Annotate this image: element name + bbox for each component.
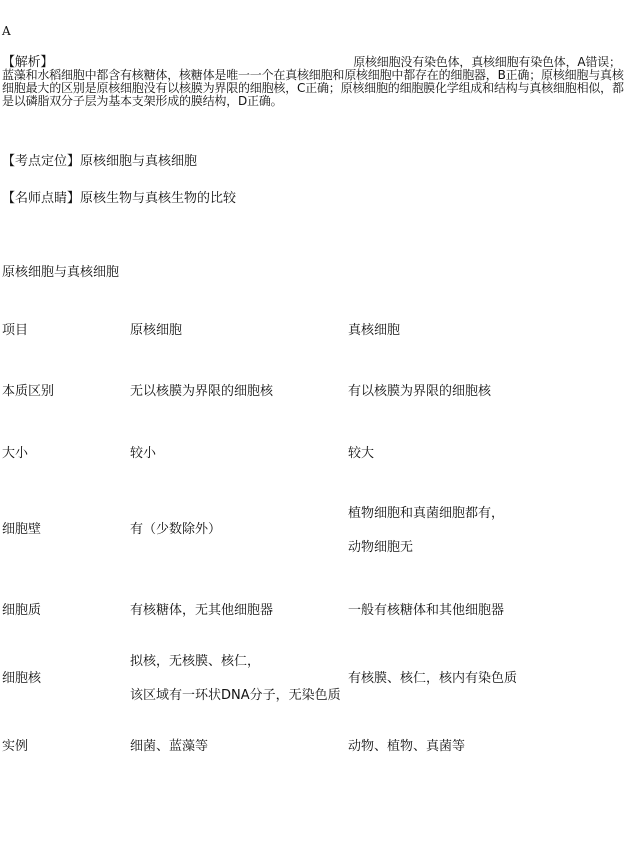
- kaodian-tag: 【考点定位】: [2, 154, 81, 169]
- row-item: 细胞壁: [2, 522, 42, 537]
- row-eukaryote: 较大: [348, 446, 375, 461]
- row-eukaryote: 动物、植物、真菌等: [348, 739, 466, 754]
- mingshi-line: [2, 187, 236, 206]
- row-item: 细胞核: [2, 671, 42, 686]
- row-prokaryote: 有（少数除外）: [130, 522, 222, 537]
- mingshi-text: 原核生物与真核生物的比较: [80, 191, 237, 206]
- row-item: 本质区别: [2, 384, 55, 399]
- row-item: 实例: [2, 739, 29, 754]
- kaodian-text: 原核细胞与真核细胞: [80, 154, 198, 169]
- analysis-text: 原核细胞没有染色体，真核细胞有染色体，A错误；蓝藻和水稻细胞中都含有核糖体，核糖体是唯一一个在真核细胞和原核细胞中都存在的细胞器，B正确；原核细胞与真核细胞最大的区别是原核细胞没有以核膜为界限的细胞核，C正确；原核细胞的细胞膜化学组成和结构与真核细胞相似，都是以磷脂双分子层为基本支架形成的膜结构，D正确。: [2, 55, 624, 108]
- mingshi-tag: 【名师点睛】: [2, 191, 81, 206]
- analysis-paragraph: [2, 56, 628, 108]
- kaodian-line: [2, 150, 197, 169]
- row-eukaryote: 一般有核糖体和其他细胞器: [348, 603, 505, 618]
- row-eukaryote: 有以核膜为界限的细胞核: [348, 384, 492, 399]
- table-title: 原核细胞与真核细胞: [2, 265, 120, 280]
- header-item: 项目: [2, 323, 29, 338]
- row-eukaryote: 有核膜、核仁，核内有染色质: [348, 671, 518, 686]
- analysis-tag: 【解析】: [2, 55, 54, 70]
- row-prokaryote: 有核糖体，无其他细胞器: [130, 603, 274, 618]
- row-item: 大小: [2, 446, 29, 461]
- row-eukaryote: 植物细胞和真菌细胞都有，: [348, 506, 505, 521]
- row-prokaryote: 拟核，无核膜、核仁，: [130, 654, 261, 669]
- header-prokaryote: 原核细胞: [130, 323, 183, 338]
- row-prokaryote: 无以核膜为界限的细胞核: [130, 384, 274, 399]
- answer-label: A: [2, 24, 11, 38]
- header-eukaryote: 真核细胞: [348, 323, 401, 338]
- row-prokaryote-line2: 该区域有一环状DNA分子，无染色质: [130, 688, 341, 703]
- row-prokaryote: 细菌、蓝藻等: [130, 739, 209, 754]
- row-eukaryote-line2: 动物细胞无: [348, 540, 414, 555]
- row-item: 细胞质: [2, 603, 42, 618]
- row-prokaryote: 较小: [130, 446, 157, 461]
